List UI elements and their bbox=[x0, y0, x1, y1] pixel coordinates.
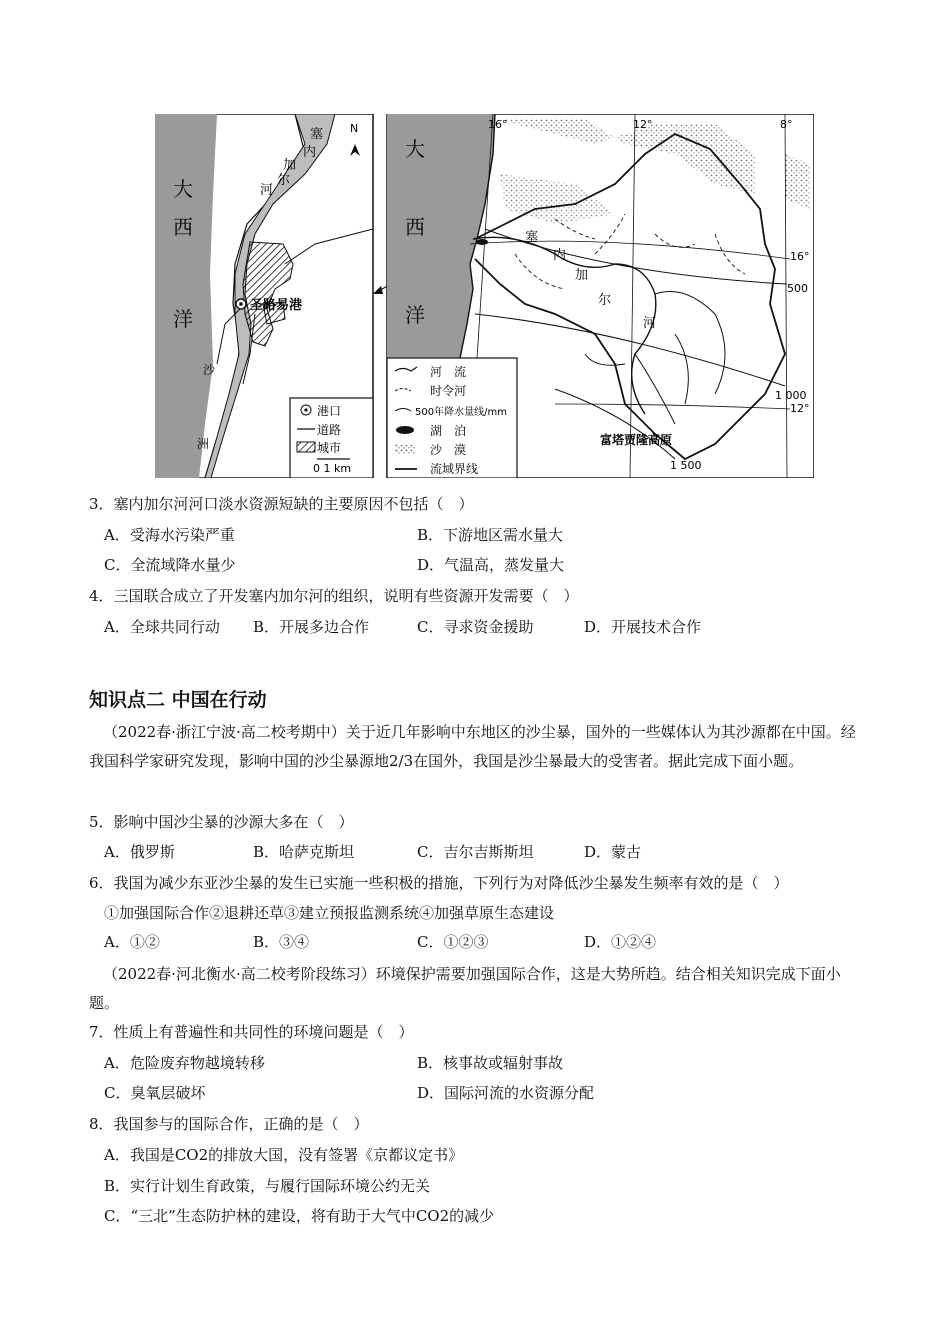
river-char: 加 bbox=[575, 268, 589, 283]
isohyet-label: 1 500 bbox=[670, 459, 702, 472]
question-3-option-b[interactable]: B．下游地区需水量大 bbox=[417, 526, 564, 544]
river-char: 内 bbox=[553, 248, 567, 263]
intro-paragraph-1: （2022春·浙江宁波·高二校考期中）关于近几年影响中东地区的沙尘暴，国外的一些媒体认为其沙源都在中国。经我国科学家研究发现，影响中国的沙尘暴源地2/3在国外，我国是沙尘暴最大的受害者。据此完成下面小题。 bbox=[89, 723, 856, 770]
question-3-option-d[interactable]: D．气温高，蒸发量大 bbox=[417, 556, 565, 574]
question-8-option-b[interactable]: B．实行计划生育政策，与履行国际环境公约无关 bbox=[104, 1177, 431, 1195]
legend-label: 湖 泊 bbox=[430, 424, 467, 438]
question-4-option-d[interactable]: D．开展技术合作 bbox=[584, 618, 702, 636]
question-4-option-b[interactable]: B．开展多边合作 bbox=[253, 618, 370, 636]
question-6-option-d[interactable]: D．①②④ bbox=[584, 933, 657, 951]
question-7-stem: 7．性质上有普遍性和共同性的环境问题是（ ） bbox=[89, 1023, 414, 1041]
intro-paragraph-2: （2022春·河北衡水·高二校考阶段练习）环境保护需要加强国际合作，这是大势所趋。结合相关知识完成下面小题。 bbox=[89, 965, 841, 1012]
ocean-char: 大 bbox=[405, 137, 425, 161]
north-label: N bbox=[350, 122, 359, 135]
question-7-option-d[interactable]: D．国际河流的水资源分配 bbox=[417, 1084, 595, 1102]
latitude-label: 12° bbox=[790, 402, 810, 415]
latitude-label: 16° bbox=[790, 250, 810, 263]
lake-shape bbox=[476, 239, 488, 245]
city-icon bbox=[297, 442, 315, 452]
question-5-option-d[interactable]: D．蒙古 bbox=[584, 843, 642, 861]
question-5-option-b[interactable]: B．哈萨克斯坦 bbox=[253, 843, 355, 861]
river-char: 塞 bbox=[310, 127, 324, 142]
map-figure bbox=[155, 114, 814, 478]
question-6-stem: 6．我国为减少东亚沙尘暴的发生已实施一些积极的措施，下列行为对降低沙尘暴发生频率有效的是（ ） bbox=[89, 874, 789, 892]
ocean-char: 洋 bbox=[173, 307, 193, 331]
legend-label: 河 流 bbox=[430, 365, 467, 379]
river-char: 塞 bbox=[525, 230, 539, 245]
legend-label: 时令河 bbox=[430, 384, 467, 398]
ocean-char: 大 bbox=[173, 177, 193, 201]
question-4-stem: 4．三国联合成立了开发塞内加尔河的组织，说明有些资源开发需要（ ） bbox=[89, 587, 579, 605]
desert-icon bbox=[395, 445, 415, 454]
question-5-option-c[interactable]: C．吉尔吉斯斯坦 bbox=[417, 843, 534, 861]
port-label: 圣路易港 bbox=[250, 298, 303, 313]
question-6-items: ①加强国际合作②退耕还草③建立预报监测系统④加强草原生态建设 bbox=[104, 904, 555, 922]
question-6-option-c[interactable]: C．①②③ bbox=[417, 933, 489, 951]
left-legend bbox=[290, 398, 373, 478]
longitude-label: 12° bbox=[633, 118, 653, 131]
river-char: 尔 bbox=[277, 173, 291, 188]
question-8-stem: 8．我国参与的国际合作，正确的是（ ） bbox=[89, 1115, 369, 1133]
river-char: 河 bbox=[260, 183, 274, 198]
scale-label: 0 1 km bbox=[313, 462, 352, 475]
question-8-option-a[interactable]: A．我国是CO2的排放大国，没有签署《京都议定书》 bbox=[104, 1146, 464, 1164]
river-char: 河 bbox=[643, 316, 657, 331]
right-legend bbox=[387, 358, 517, 478]
question-6-option-a[interactable]: A．①② bbox=[104, 933, 160, 951]
legend-label: 沙 漠 bbox=[430, 443, 467, 457]
question-5-stem: 5．影响中国沙尘暴的沙源大多在（ ） bbox=[89, 813, 354, 831]
longitude-label: 8° bbox=[780, 118, 793, 131]
right-map bbox=[387, 114, 814, 478]
plateau-label: 富塔贾隆高原 bbox=[600, 433, 673, 447]
longitude-label: 16° bbox=[488, 118, 508, 131]
question-7-option-c[interactable]: C．臭氧层破坏 bbox=[104, 1084, 206, 1102]
ocean-char: 西 bbox=[405, 215, 425, 239]
question-6-option-b[interactable]: B．③④ bbox=[253, 933, 310, 951]
question-7-option-a[interactable]: A．危险废弃物越境转移 bbox=[104, 1054, 265, 1072]
question-4-option-a[interactable]: A．全球共同行动 bbox=[104, 618, 220, 636]
question-5-option-a[interactable]: A．俄罗斯 bbox=[104, 843, 175, 861]
river-char: 尔 bbox=[598, 293, 612, 308]
question-3-stem: 3．塞内加尔河河口淡水资源短缺的主要原因不包括（ ） bbox=[89, 495, 474, 513]
section-title: 知识点二 中国在行动 bbox=[89, 689, 267, 711]
lake-icon bbox=[396, 426, 414, 434]
legend-label: 500年降水量线/mm bbox=[415, 407, 507, 418]
isohyet-label: 1 000 bbox=[775, 389, 807, 402]
question-7-option-b[interactable]: B．核事故或辐射事故 bbox=[417, 1054, 564, 1072]
ocean-char: 洋 bbox=[405, 303, 425, 327]
sandbar-char: 沙 bbox=[203, 363, 216, 377]
ocean-char: 西 bbox=[173, 215, 193, 239]
question-4-option-c[interactable]: C．寻求资金援助 bbox=[417, 618, 534, 636]
legend-label: 流域界线 bbox=[430, 462, 479, 476]
question-3-option-a[interactable]: A．受海水污染严重 bbox=[104, 526, 235, 544]
question-8-option-c[interactable]: C．“三北”生态防护林的建设，将有助于大气中CO2的减少 bbox=[104, 1207, 495, 1225]
legend-label: 城市 bbox=[317, 441, 342, 455]
river-char: 内 bbox=[303, 145, 317, 160]
river-char: 加 bbox=[283, 158, 297, 173]
legend-label: 港口 bbox=[317, 404, 342, 418]
legend-label: 道路 bbox=[317, 423, 342, 437]
sandbar-char: 洲 bbox=[197, 437, 210, 451]
question-3-option-c[interactable]: C．全流域降水量少 bbox=[104, 556, 236, 574]
isohyet-label: 500 bbox=[787, 282, 808, 295]
left-map bbox=[155, 114, 373, 478]
